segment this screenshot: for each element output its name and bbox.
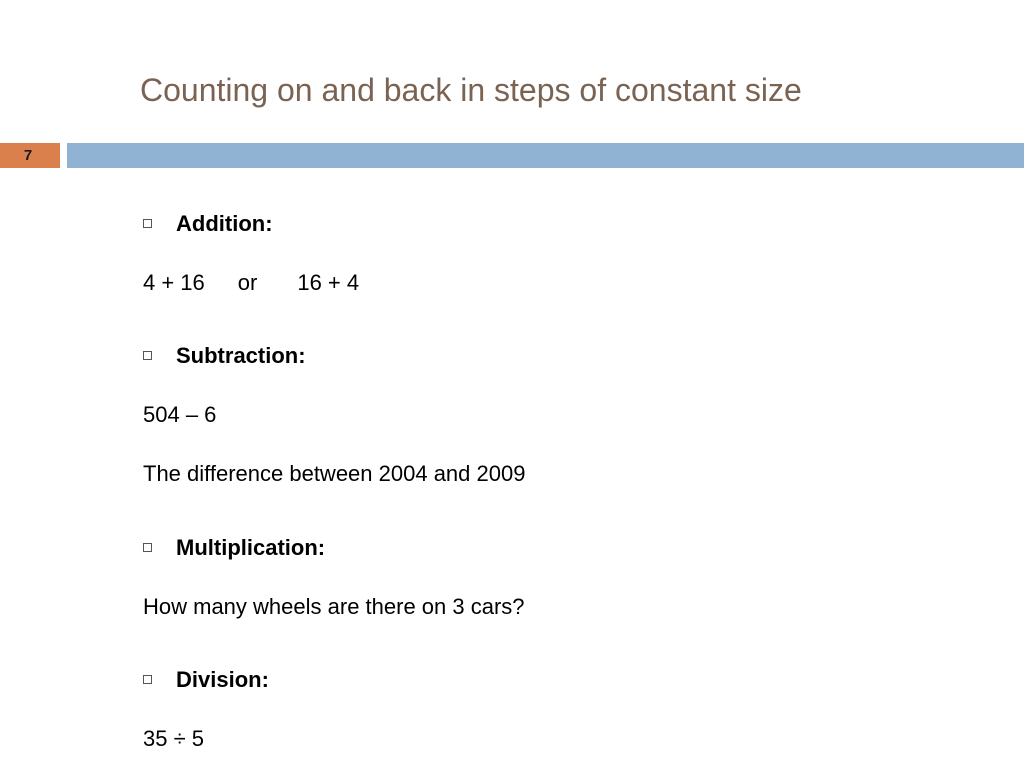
expression-part: 4 + 16: [143, 270, 205, 295]
subtraction-text: The difference between 2004 and 2009: [143, 461, 526, 486]
square-bullet-icon: [143, 543, 152, 552]
expression-part: 16 + 4: [297, 270, 360, 295]
square-bullet-icon: [143, 219, 152, 228]
slide-title: Counting on and back in steps of constant size: [140, 72, 802, 108]
heading-label: Subtraction:: [176, 343, 306, 368]
section-heading-addition: [143, 211, 273, 237]
expression-part: or: [237, 270, 258, 295]
subtraction-expression: 504 – 6: [143, 402, 217, 427]
section-heading-subtraction: [143, 343, 306, 369]
heading-label: Multiplication:: [176, 535, 326, 560]
heading-label: Addition:: [176, 211, 273, 236]
division-expression: 35 ÷ 5: [143, 726, 205, 751]
section-heading-multiplication: [143, 535, 325, 561]
square-bullet-icon: [143, 675, 152, 684]
section-heading-division: [143, 667, 269, 693]
multiplication-text: How many wheels are there on 3 cars?: [143, 594, 525, 619]
square-bullet-icon: [143, 351, 152, 360]
heading-label: Division:: [176, 667, 269, 692]
slide-number: 7: [23, 147, 33, 164]
addition-expression: [143, 270, 359, 296]
